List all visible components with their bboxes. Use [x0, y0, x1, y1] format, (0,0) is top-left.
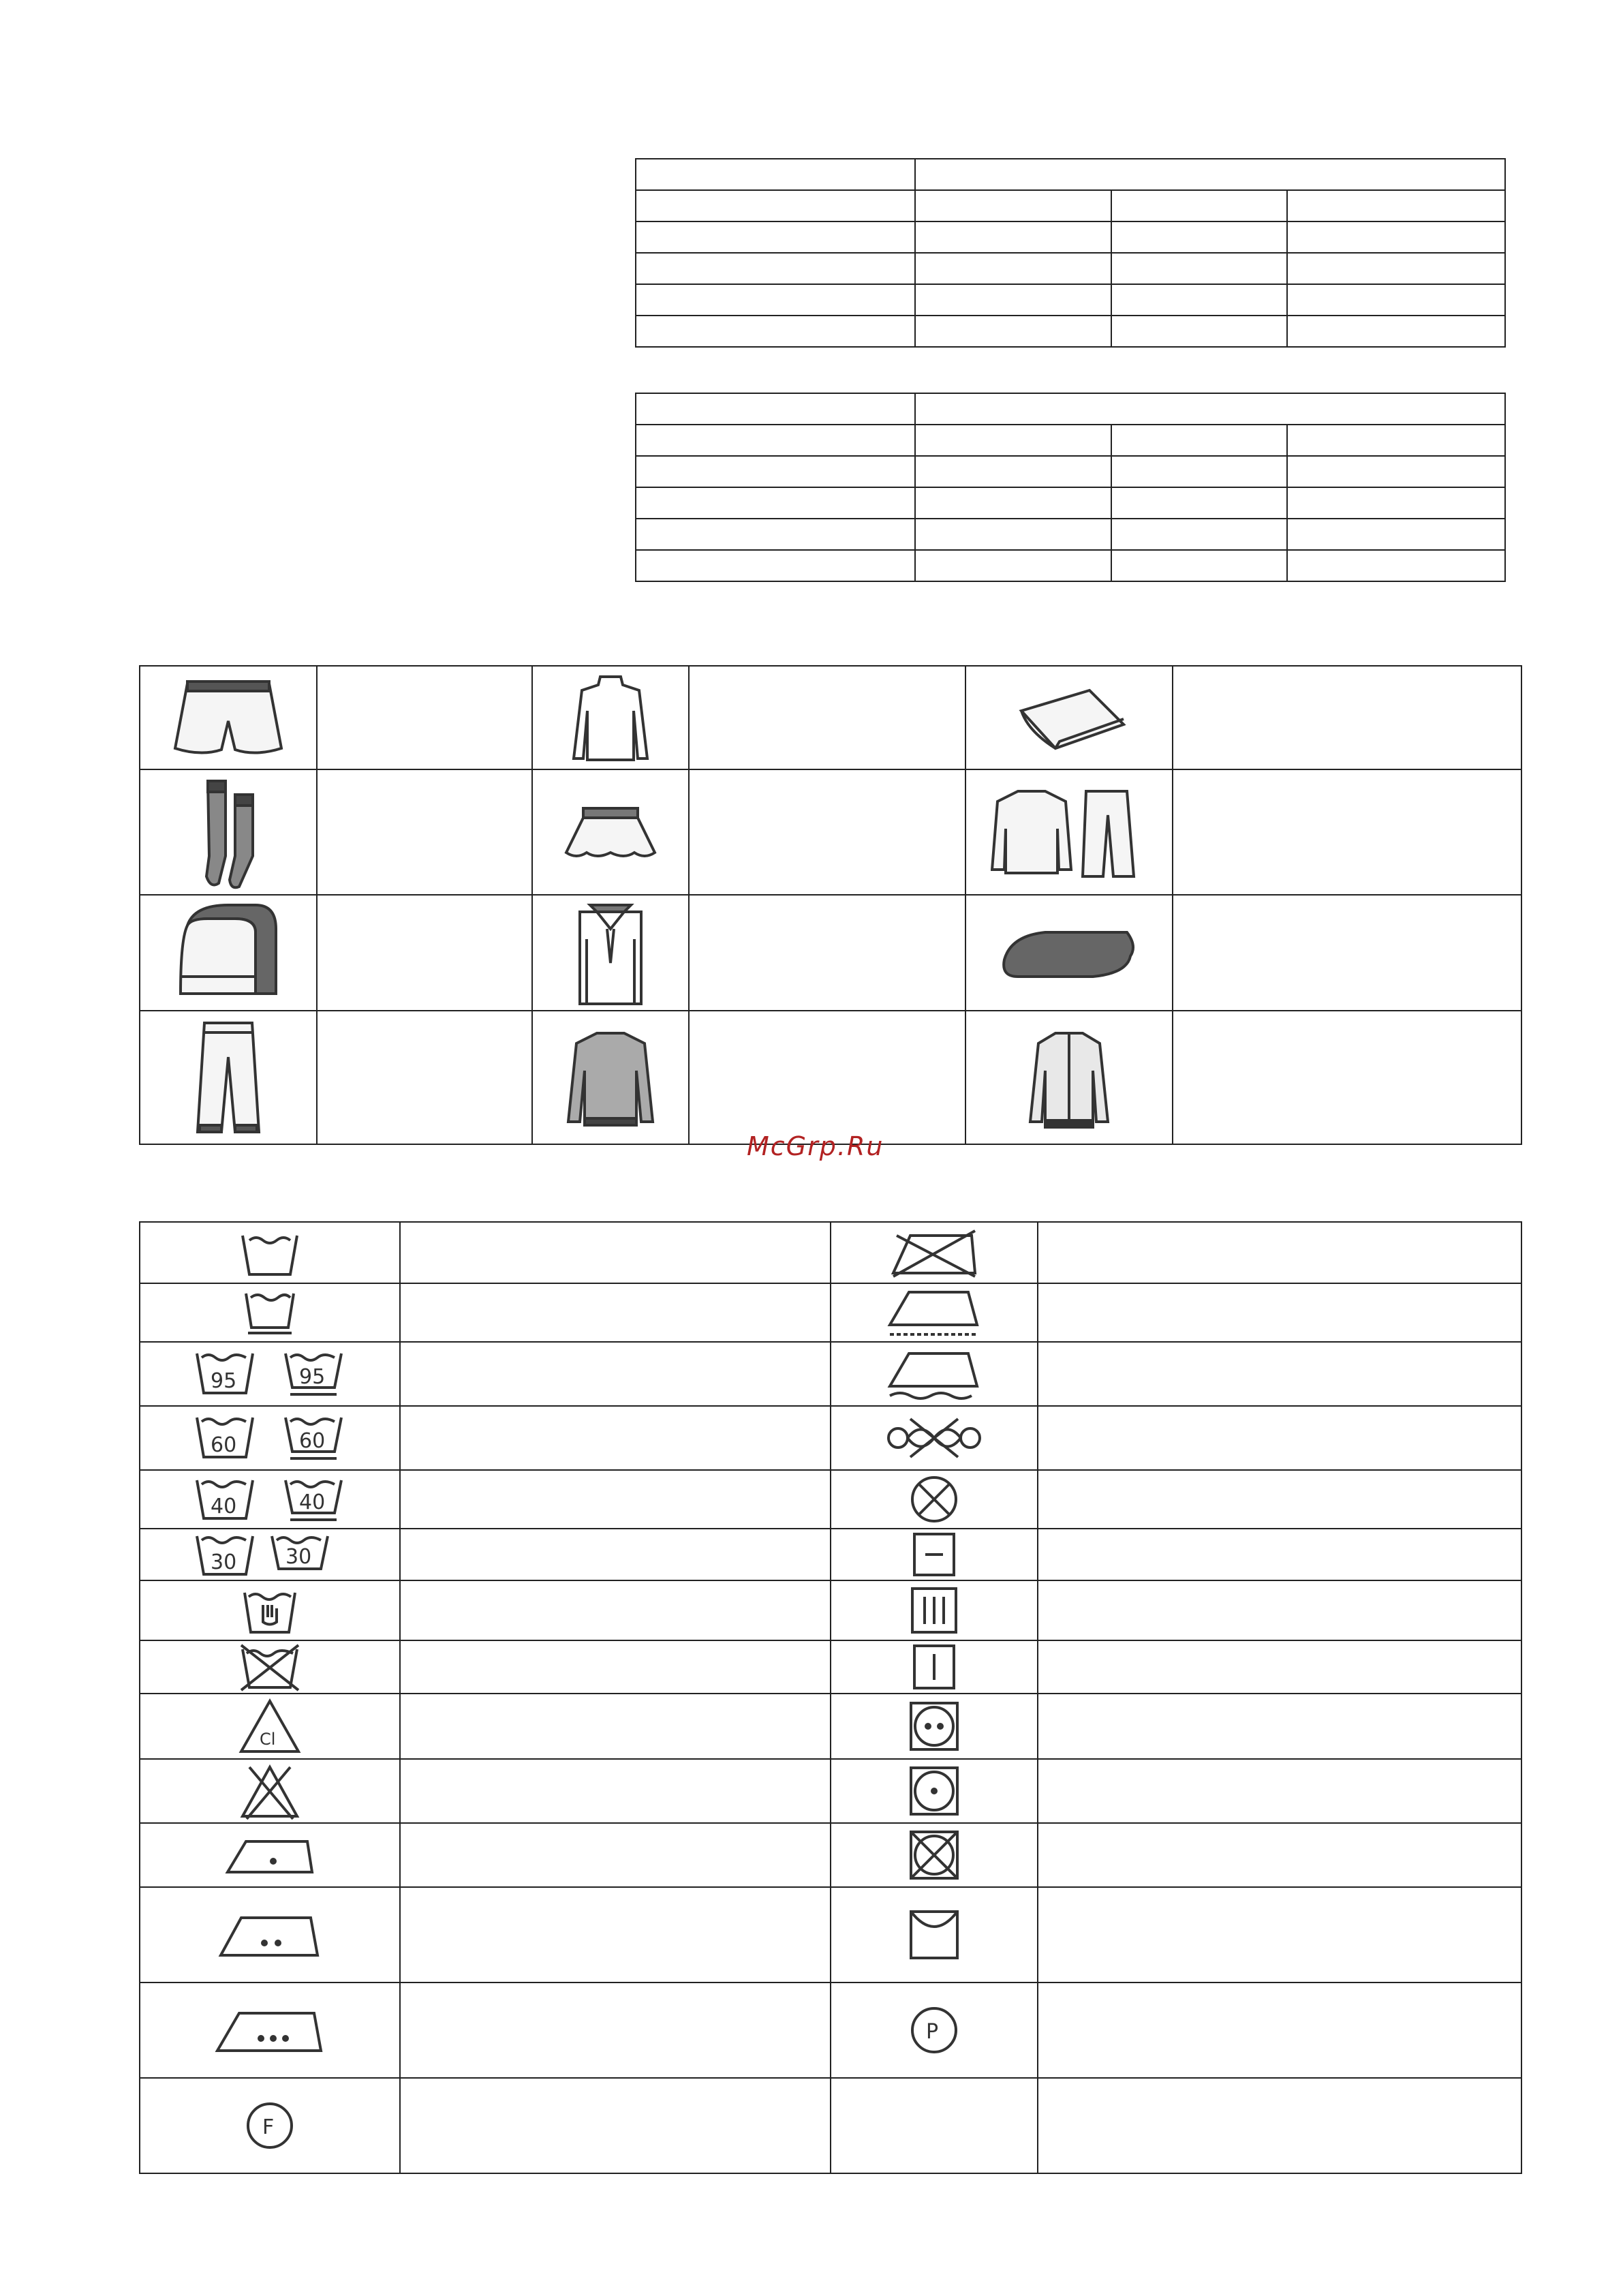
- iron-steam-wavy-icon: [831, 1342, 1038, 1406]
- svg-text:Cl: Cl: [260, 1730, 276, 1749]
- jacket-icon: [965, 1011, 1173, 1144]
- do-not-tumble-dry-icon: [831, 1470, 1038, 1529]
- care-symbol-table: [139, 1221, 1522, 2174]
- do-not-bleach-icon: [140, 1759, 400, 1823]
- do-not-wring-icon: [831, 1406, 1038, 1470]
- iron-high-icon: [140, 1983, 400, 2078]
- shorts-icon: [140, 666, 317, 769]
- skirt-icon: [532, 769, 689, 895]
- folded-towel-icon: [965, 666, 1173, 769]
- wash-60-icon: [140, 1406, 400, 1470]
- iron-medium-icon: [140, 1887, 400, 1983]
- iron-low-icon: [140, 1823, 400, 1887]
- svg-text:30: 30: [285, 1545, 312, 1569]
- do-not-wash-icon: [140, 1640, 400, 1694]
- tracksuit-icon: [965, 769, 1173, 895]
- drip-dry-icon: [831, 1580, 1038, 1640]
- long-sleeve-top-icon: [532, 666, 689, 769]
- hand-towel-icon: [140, 895, 317, 1011]
- wash-40-icon: [140, 1470, 400, 1529]
- sweater-icon: [532, 1011, 689, 1144]
- garment-table: [139, 665, 1522, 1145]
- do-not-steam-iron-icon: [831, 1222, 1038, 1283]
- wash-95-icon: [140, 1342, 400, 1406]
- dry-clean-f-icon: [140, 2078, 400, 2173]
- svg-text:40: 40: [299, 1490, 326, 1514]
- svg-text:30: 30: [211, 1550, 237, 1574]
- jeans-icon: [140, 1011, 317, 1144]
- chlorine-bleach-icon: [140, 1694, 400, 1759]
- wash-30-icon: [140, 1529, 400, 1580]
- watermark: McGrp.Ru: [747, 1131, 884, 1161]
- svg-text:P: P: [926, 2020, 939, 2044]
- svg-text:60: 60: [211, 1433, 237, 1457]
- tumble-dry-low-icon: [831, 1759, 1038, 1823]
- svg-text:60: 60: [299, 1429, 326, 1453]
- wash-tub-icon: [140, 1222, 400, 1283]
- line-dry-icon: [831, 1640, 1038, 1694]
- svg-text:F: F: [262, 2115, 275, 2139]
- tumble-dry-square-icon: [831, 1887, 1038, 1983]
- folded-blanket-icon: [965, 895, 1173, 1011]
- hand-wash-icon: [140, 1580, 400, 1640]
- socks-icon: [140, 769, 317, 895]
- dry-flat-icon: [831, 1529, 1038, 1580]
- iron-steam-dotted-icon: [831, 1283, 1038, 1342]
- dress-shirt-icon: [532, 895, 689, 1011]
- tumble-dry-normal-icon: [831, 1694, 1038, 1759]
- svg-text:95: 95: [211, 1369, 237, 1393]
- top-table-1: [635, 158, 1506, 348]
- dry-clean-p-icon: [831, 1983, 1038, 2078]
- svg-text:40: 40: [211, 1495, 237, 1518]
- do-not-tumble-dry-square-icon: [831, 1823, 1038, 1887]
- wash-gentle-icon: [140, 1283, 400, 1342]
- top-table-2: [635, 393, 1506, 582]
- svg-text:95: 95: [299, 1365, 326, 1389]
